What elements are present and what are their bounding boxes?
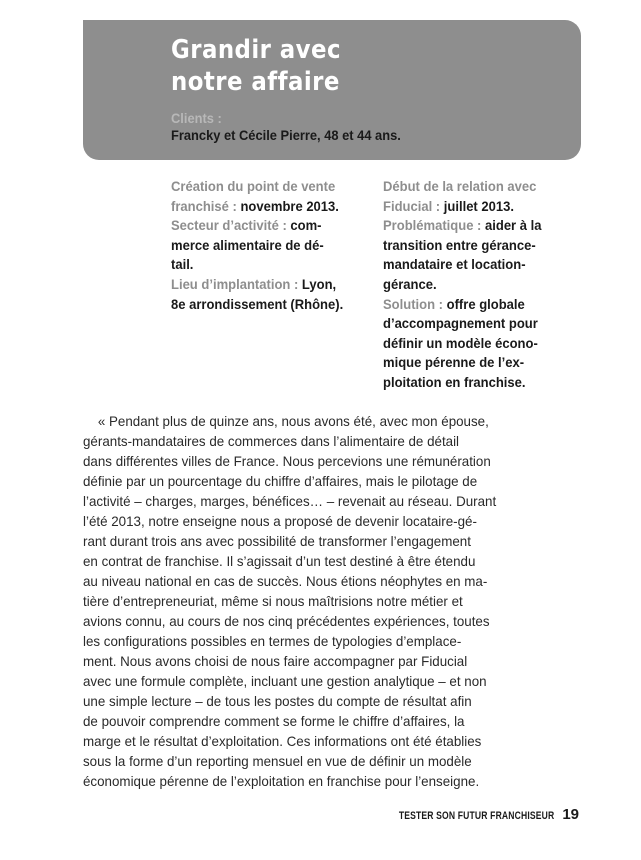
- facts-column-right: [383, 177, 581, 393]
- fact-label: Problématique :: [383, 217, 486, 234]
- page-number: 19: [562, 806, 579, 823]
- body-line: dans différentes villes de France. Nous percevions une rémunération: [83, 453, 491, 469]
- fact-value: com-: [290, 217, 322, 234]
- fact-label: Secteur d’activité :: [171, 217, 291, 234]
- body-line: l’été 2013, notre enseigne nous a proposé de devenir locataire-gé-: [83, 513, 477, 529]
- body-line: « Pendant plus de quinze ans, nous avons été, avec mon épouse,: [83, 413, 489, 429]
- body-line: économique pérenne de l’exploitation en franchise pour l’enseigne.: [83, 773, 480, 789]
- body-line: en contrat de franchise. Il s’agissait d’un test destiné à être étendu: [83, 553, 476, 569]
- fact-value: aider à la: [485, 217, 542, 234]
- fact-label: Début de la relation avec: [383, 178, 537, 194]
- fact-value: définir un modèle écono-: [383, 334, 538, 351]
- fact-line: [383, 334, 567, 354]
- footer-section-label: TESTER SON FUTUR FRANCHISEUR: [398, 810, 555, 822]
- fact-line: [383, 236, 567, 256]
- fact-line: [171, 275, 353, 295]
- fact-line: [383, 275, 567, 295]
- fact-line: [171, 216, 353, 236]
- fact-label: Solution :: [383, 295, 447, 312]
- fact-line: [383, 373, 567, 393]
- fact-line: [171, 255, 353, 275]
- page-title: [171, 34, 341, 98]
- fact-value: mique pérenne de l’ex-: [383, 354, 525, 371]
- clients-value: Francky et Cécile Pierre, 48 et 44 ans.: [171, 127, 401, 143]
- body-line: marge et le résultat d’exploitation. Ces informations ont été établies: [83, 733, 482, 749]
- body-line: avec une formule complète, incluant une gestion analytique – et non: [83, 673, 487, 689]
- fact-line: [171, 236, 353, 256]
- fact-line: [383, 216, 567, 236]
- fact-line: [383, 255, 567, 275]
- testimonial-body: [83, 411, 581, 791]
- fact-label: franchisé :: [171, 197, 241, 214]
- title-line-1: Grandir avec: [171, 35, 341, 65]
- fact-line: [171, 197, 353, 217]
- fact-value: ploitation en franchise.: [383, 373, 526, 390]
- body-line: une simple lecture – de tous les postes du compte de résultat afin: [83, 693, 472, 709]
- fact-line: [383, 314, 567, 334]
- header-banner: [83, 20, 581, 160]
- body-line: au niveau national en cas de succès. Nous étions néophytes en ma-: [83, 573, 488, 589]
- clients-label: Clients :: [171, 110, 222, 126]
- fact-value: gérance.: [383, 275, 437, 292]
- fact-label: Fiducial :: [383, 197, 444, 214]
- body-line: l’activité – charges, marges, bénéfices… – revenait au réseau. Durant: [83, 493, 497, 509]
- body-line: rant durant trois ans avec possibilité de transformer l’engagement: [83, 533, 471, 549]
- fact-value: 8e arrondissement (Rhône).: [171, 295, 344, 312]
- fact-line: [171, 177, 353, 197]
- fact-value: novembre 2013.: [240, 197, 339, 214]
- fact-value: offre globale: [446, 295, 525, 312]
- body-line: gérants-mandataires de commerces dans l’alimentaire de détail: [83, 433, 460, 449]
- fact-line: [383, 177, 567, 197]
- fact-value: merce alimentaire de dé-: [171, 236, 324, 253]
- fact-value: tail.: [171, 256, 194, 273]
- body-line: ment. Nous avons choisi de nous faire accompagner par Fiducial: [83, 653, 468, 669]
- body-line: les configurations possibles en termes de typologies d’emplace-: [83, 633, 462, 649]
- fact-value: juillet 2013.: [443, 197, 514, 214]
- body-line: avions connu, au cours de nos cinq précédentes expériences, toutes: [83, 613, 490, 629]
- body-line: sous la forme d’un reporting mensuel en vue de définir un modèle: [83, 753, 472, 769]
- facts-column-left: [171, 177, 367, 314]
- fact-line: [383, 353, 567, 373]
- fact-line: [171, 295, 353, 315]
- fact-value: mandataire et location-: [383, 256, 526, 273]
- title-line-2: notre affaire: [171, 67, 340, 97]
- fact-line: [383, 295, 567, 315]
- body-line: tière d’entrepreneuriat, même si nous maîtrisions notre métier et: [83, 593, 463, 609]
- body-line: définie par un pourcentage du chiffre d’affaires, mais le pilotage de: [83, 473, 478, 489]
- fact-line: [383, 197, 567, 217]
- body-line: de pouvoir comprendre comment se forme le chiffre d’affaires, la: [83, 713, 465, 729]
- fact-label: Création du point de vente: [171, 178, 336, 194]
- fact-value: transition entre gérance-: [383, 236, 536, 253]
- page-footer: [355, 806, 579, 823]
- fact-label: Lieu d’implantation :: [171, 275, 302, 292]
- fact-value: Lyon,: [301, 275, 337, 292]
- fact-value: d’accompagnement pour: [383, 315, 538, 332]
